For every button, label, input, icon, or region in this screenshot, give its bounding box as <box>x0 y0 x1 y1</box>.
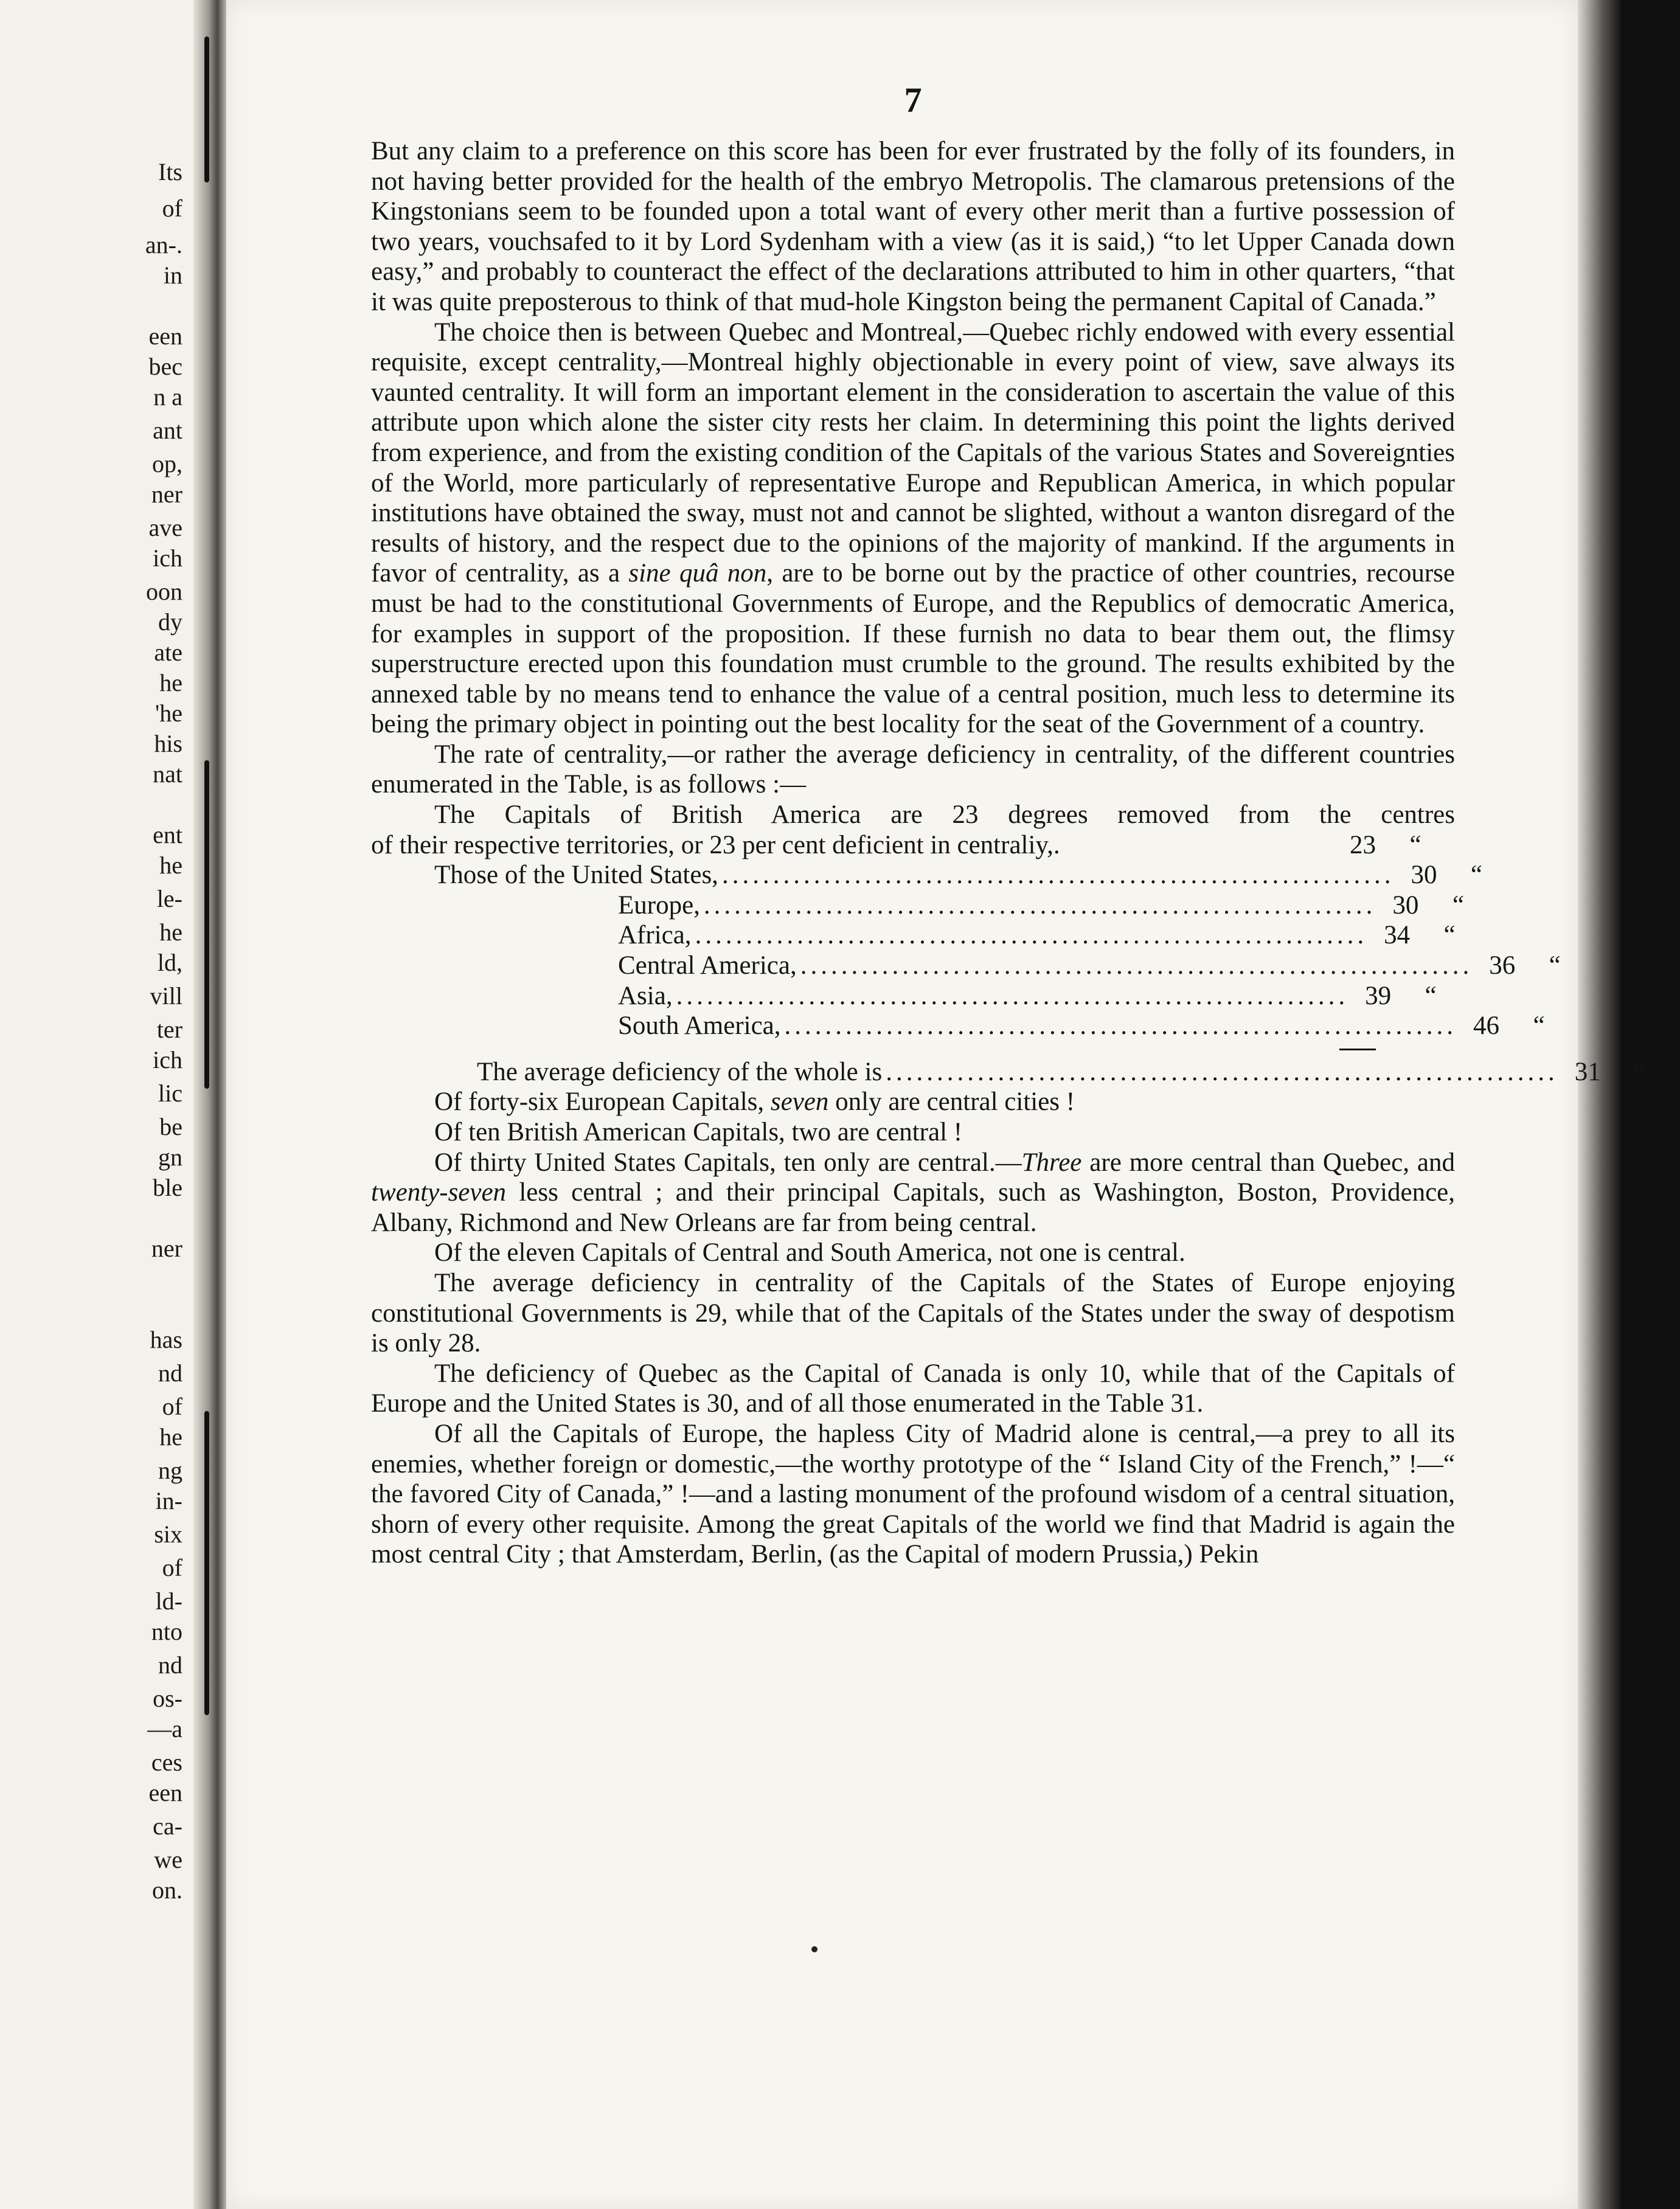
facing-page-fragment: ld- <box>155 1587 182 1615</box>
facing-page-fragment: ng <box>158 1457 182 1484</box>
table-row-value: 23 <box>1350 830 1376 859</box>
ditto-mark: “ <box>1452 890 1464 920</box>
table-row <box>371 981 1455 1011</box>
page-text <box>371 79 1647 1570</box>
table-row-value: 34 <box>1384 921 1411 950</box>
facing-page-fragment: dy <box>158 608 182 636</box>
text-run: are more central than Quebec, and <box>1081 1148 1455 1177</box>
leader-dots: .................................................................. <box>784 1011 1457 1041</box>
facing-page-fragment: een <box>148 1779 182 1806</box>
ditto-mark: “ <box>1443 921 1456 950</box>
ditto-mark: “ <box>1470 861 1482 890</box>
facing-page-fragment: Its <box>158 158 182 186</box>
facing-page-fragment: ble <box>153 1174 182 1201</box>
leader-dots: .................................................................. <box>703 890 1376 920</box>
facing-page-fragment: le- <box>156 885 182 912</box>
leader-dots: .................................................................. <box>886 1057 1558 1086</box>
facing-page-fragment: op, <box>152 450 182 477</box>
facing-page-fragment: n a <box>153 383 182 411</box>
facing-page-fragment: of <box>162 1393 182 1420</box>
table-row <box>371 1011 1545 1041</box>
table-row-label: The average deficiency of the whole is <box>477 1057 883 1086</box>
facing-page-fragment: ld, <box>157 949 182 976</box>
page-number: 7 <box>904 80 922 120</box>
leader-dots: .................................................................. <box>676 981 1349 1010</box>
italic-phrase: seven <box>770 1087 829 1117</box>
table-row <box>371 951 1561 981</box>
italic-phrase: Three <box>1021 1148 1082 1177</box>
table-row <box>371 860 1482 890</box>
paragraph-centrality <box>371 317 1455 740</box>
facing-page-fragment: an-. <box>145 231 182 258</box>
text-run: The choice then is between Quebec and Montreal,—Quebec richly endowed with every essential requisite, except centrality,—Montreal highly objectionable in every point of view, save always its vaunted centrality. It will form an important element in the consideration to ascertain the value of this attribute upon which alone the sister city rests her claim. In determining this point the lights derived from experience, and from the existing condition of the Capitals of the various States and Sovereignties of the World, more particularly of representative Europe and Republican America, in which popular institutions have obtained the sway, must not and cannot be slighted, without a wanton disregard of the results of history, and the respect due to the opinions of the majority of mankind. If the arguments in favor of centrality, as a <box>371 317 1455 588</box>
table-row-label: Africa, <box>618 921 692 950</box>
facing-page-fragment: be <box>159 1113 182 1140</box>
binding-mark <box>204 1411 209 1715</box>
facing-page-fragment: nd <box>158 1651 182 1679</box>
facing-page-fragment: he <box>159 851 182 879</box>
table-row-value: 36 <box>1489 951 1516 980</box>
table-row-label: Asia, <box>618 981 673 1010</box>
ditto-mark: “ <box>1549 951 1561 980</box>
table-row <box>371 920 1455 951</box>
table-row-value: 39 <box>1365 981 1392 1010</box>
paragraph-united-states <box>371 1148 1455 1238</box>
paragraph-kingston: But any claim to a preference on this score has been for ever frustrated by the folly of its founders, in not having better provided for the health of the embryo Metropolis. The clamarous pretensions of the Kingstonians seem to be founded upon a total want of every other merit than a furtive possession of two years, vouchsafed to it by Lord Sydenham with a view (as it is said,) “to let Upper Canada down easy,” and probably to counteract the effect of the declarations attributed to him in other quarters, “that it was quite preposterous to think of that mud-hole Kingston being the permanent Capital of Canada.” <box>371 137 1455 316</box>
table-row-value: 31 <box>1574 1057 1601 1086</box>
facing-page-fragment: we <box>154 1846 182 1873</box>
facing-page-fragment: ave <box>148 514 182 541</box>
facing-page-fragment: ant <box>153 417 182 444</box>
facing-page-fragment: nat <box>153 760 182 788</box>
ditto-mark: “ <box>1409 830 1421 859</box>
facing-page-fragment: nd <box>158 1359 182 1387</box>
book-gutter <box>193 0 227 2209</box>
sum-rule-row <box>371 1041 1455 1057</box>
facing-page-fragment: he <box>159 918 182 946</box>
facing-page-fragment: gn <box>158 1143 182 1171</box>
paragraph-madrid: Of all the Capitals of Europe, the hapless City of Madrid alone is central,—a prey to all its enemies, whether foreign or domestic,—the worthy prototype of the “ Island City of the French,” !—“ the favored City of Canada,” !—and a lasting monument of the profound wisdom of a central situation, shorn of every other requisite. Among the great Capitals of the world we find that Madrid is again the most central City ; that Amsterdam, Berlin, (as the Capital of modern Prussia,) Pekin <box>371 1419 1455 1569</box>
facing-page-fragment: nto <box>151 1618 182 1645</box>
facing-page-fragment: ter <box>156 1016 182 1043</box>
italic-phrase: twenty-seven <box>371 1178 507 1207</box>
sum-rule <box>1339 1049 1376 1057</box>
text-run: Of thirty United States Capitals, ten only are central.— <box>434 1148 1022 1177</box>
facing-page-fragment: vill <box>150 982 182 1010</box>
line-european <box>371 1087 1455 1117</box>
paragraph-eleven-capitals: Of the eleven Capitals of Central and South America, not one is central. <box>434 1238 1185 1267</box>
table-row-label: Central America, <box>618 951 797 980</box>
facing-page-fragment: lic <box>158 1080 182 1107</box>
facing-page-fragment: of <box>162 195 182 222</box>
print-dot <box>811 1946 817 1952</box>
facing-page-fragment: in- <box>155 1487 182 1514</box>
binding-mark <box>204 760 209 1089</box>
facing-page-fragment: he <box>159 669 182 696</box>
line-british: Of ten British American Capitals, two are central ! <box>434 1118 963 1146</box>
facing-page-fragment: ich <box>153 1046 182 1073</box>
ditto-mark: “ <box>1533 1011 1545 1041</box>
table-row-label: South America, <box>618 1011 781 1041</box>
facing-page-fragment: has <box>150 1326 182 1353</box>
facing-page-fragment: on. <box>152 1876 182 1904</box>
table-lead-text: The Capitals of British America are 23 degrees removed from the centres <box>434 800 1455 830</box>
table-row-value: 30 <box>1411 861 1437 890</box>
country-rows <box>371 890 1561 1041</box>
facing-page-fragment: of <box>162 1554 182 1581</box>
binding-mark <box>204 36 209 182</box>
text-run: less central ; and their principal Capitals, such as Washington, Boston, Providence, Albany, Richmond and New Orleans are far from being central. <box>371 1178 1455 1237</box>
facing-page-fragment: 'he <box>155 699 182 727</box>
table-row-label: of their respective territories, or 23 per cent deficient in centraliy,. <box>371 830 1060 859</box>
facing-page-fragment: ces <box>151 1749 182 1776</box>
italic-phrase: sine quâ non <box>628 559 767 588</box>
table-lead-line <box>371 800 1455 830</box>
page-edge-shadow <box>1578 0 1623 2209</box>
facing-page-fragment: —a <box>147 1715 182 1743</box>
table-row-value: 46 <box>1473 1011 1500 1041</box>
ditto-mark: “ <box>1425 981 1437 1010</box>
centrality-table <box>371 800 1647 1087</box>
facing-page-fragment: bec <box>148 353 182 380</box>
leader-dots: .................................................................. <box>721 861 1395 890</box>
text-run: only are central cities ! <box>828 1087 1075 1117</box>
table-row <box>371 830 1455 861</box>
facing-page-fragment: ich <box>153 544 182 572</box>
facing-page-fragment: oon <box>146 578 182 605</box>
table-row <box>371 890 1464 921</box>
leader-dots: .................................................................. <box>800 951 1473 980</box>
facing-page-fragment: ner <box>151 480 182 508</box>
paragraph-quebec: The deficiency of Quebec as the Capital of Canada is only 10, while that of the Capitals of Europe and the United States is 30, and of all those enumerated in the Table 31. <box>371 1359 1455 1418</box>
facing-page-fragment: een <box>148 322 182 350</box>
paragraph-rate: The rate of centrality,—or rather the average deficiency in centrality, of the different countries enumerated in the Table, is as follows :— <box>371 740 1455 799</box>
table-average-row <box>371 1057 1647 1087</box>
facing-page-fragment: six <box>154 1521 182 1548</box>
left-page <box>0 0 201 2209</box>
facing-page-fragment: os- <box>153 1685 182 1712</box>
facing-page-fragment: ent <box>153 821 182 848</box>
text-run: Of forty-six European Capitals, <box>434 1087 771 1117</box>
paragraph-average: The average deficiency in centrality of the Capitals of the States of Europe enjoying constitutional Governments is 29, while that of the Capitals of the States under the sway of despotism is only 28. <box>371 1268 1455 1358</box>
facing-page-fragment: ca- <box>153 1812 182 1840</box>
facing-page-fragment: in <box>163 262 182 289</box>
leader-dots: .................................................................. <box>695 921 1368 950</box>
table-row-label: Europe, <box>618 890 700 920</box>
ditto-mark: “ <box>1634 1057 1647 1086</box>
facing-page-fragment: ate <box>154 639 182 666</box>
text-run: , are to be borne out by the practice of other countries, recourse must be had to the constitutional Governments of Europe, and the Republics of democratic America, for examples in support of the proposition. If these furnish no data to bear them out, the flimsy superstructure erected upon this foundation must crumble to the ground. The results exhibited by the annexed table by no means tend to enhance the value of a central position, much less to determine its being the primary object in pointing out the best locality for the seat of the Government of a country. <box>371 559 1455 739</box>
facing-page-fragment: he <box>159 1423 182 1451</box>
table-row-value: 30 <box>1392 890 1419 920</box>
facing-page-fragment: ner <box>151 1235 182 1262</box>
facing-page-fragment: his <box>154 730 182 757</box>
table-row-label: Those of the United States, <box>434 861 718 890</box>
